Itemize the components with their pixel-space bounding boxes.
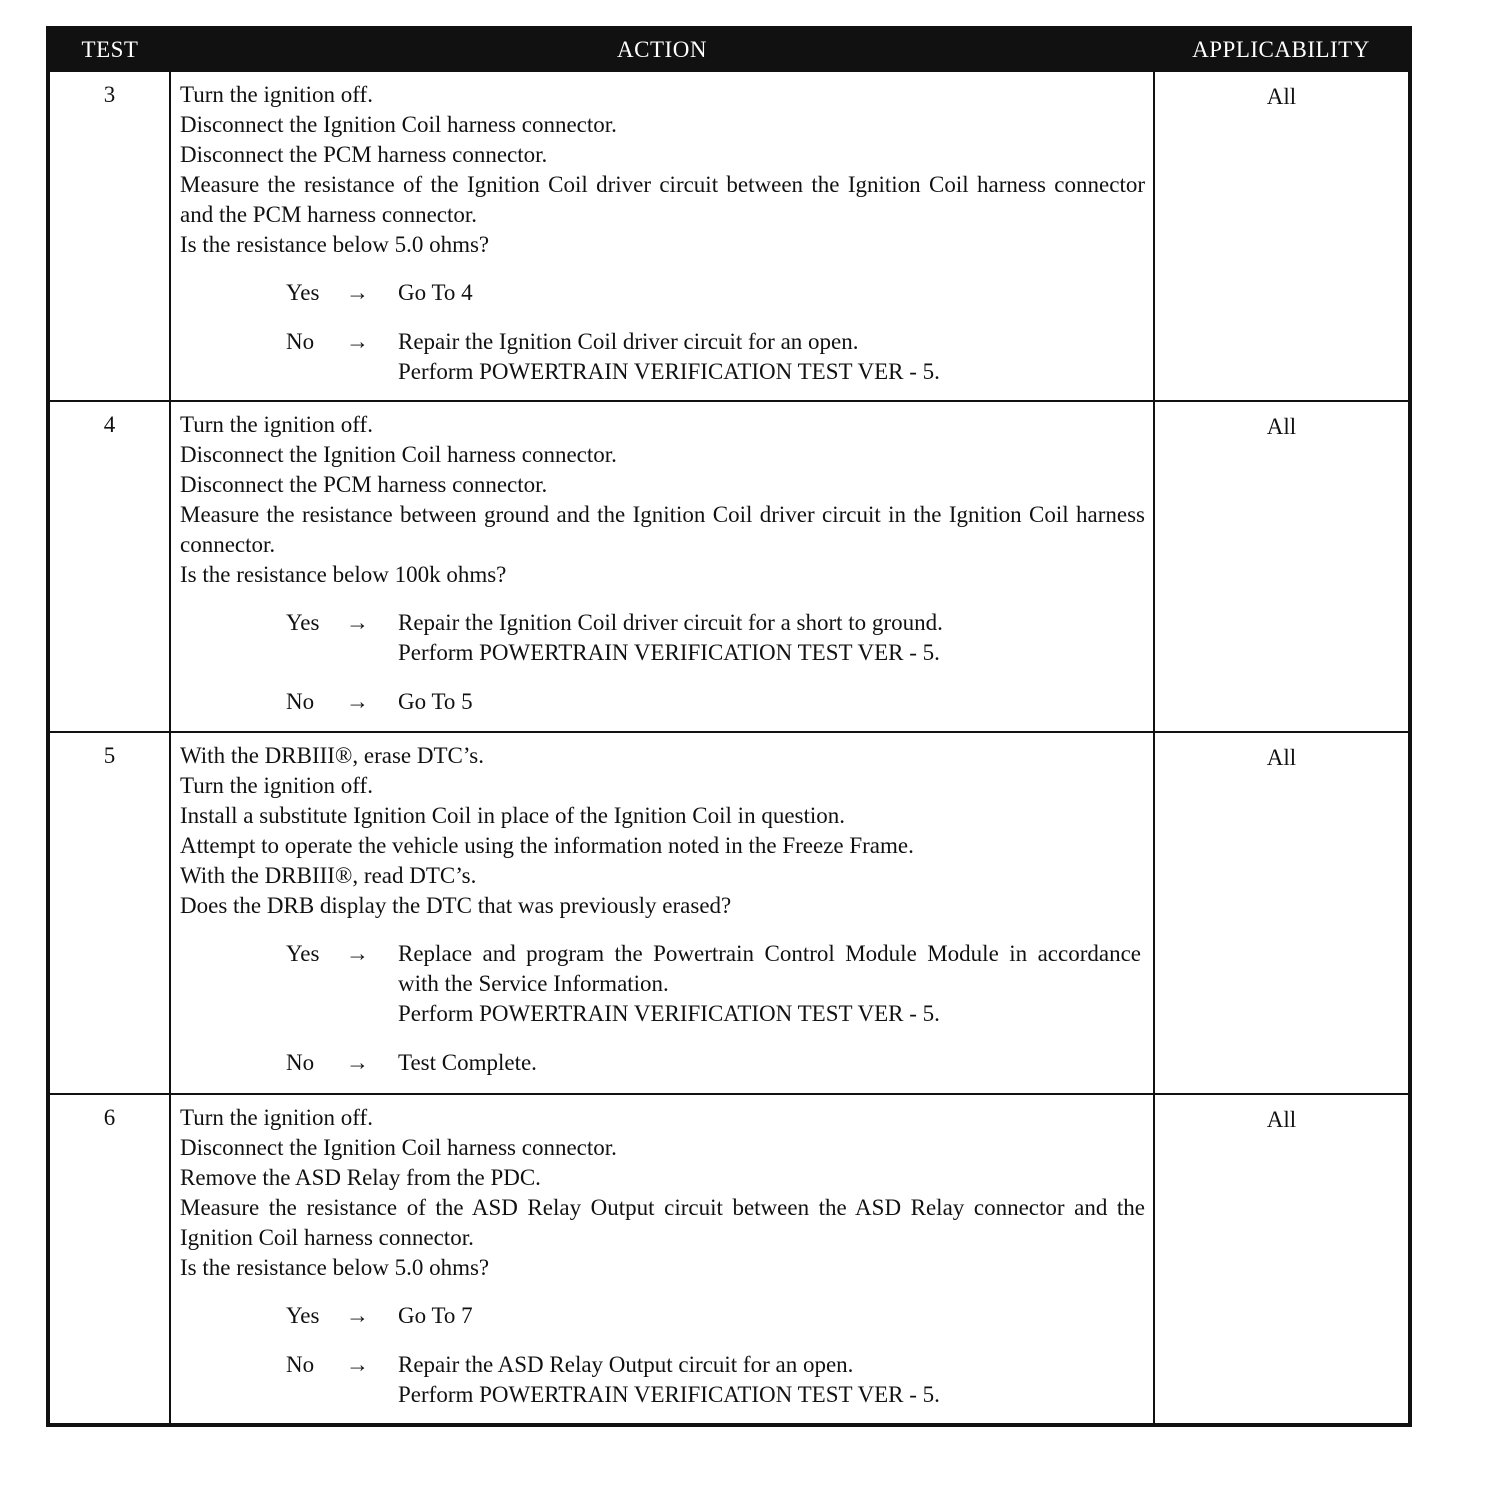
action-step: Disconnect the PCM harness connector.	[180, 472, 548, 497]
outcomes	[180, 939, 1145, 1078]
action-step: Install a substitute Ignition Coil in place of the Ignition Coil in question.	[180, 803, 846, 828]
table-header	[48, 28, 1410, 71]
right-arrow-icon: →	[346, 1050, 369, 1075]
test-number: 6	[48, 1094, 170, 1425]
yes-outcome	[286, 278, 1145, 308]
action-step: With the DRBIII®, erase DTC’s.	[180, 743, 484, 768]
right-arrow-icon: →	[346, 941, 369, 966]
result-line: Perform POWERTRAIN VERIFICATION TEST VER - 5.	[398, 640, 940, 665]
applicability-value: All	[1154, 71, 1410, 401]
action-question: Is the resistance below 5.0 ohms?	[180, 1255, 490, 1280]
table-row	[48, 71, 1410, 401]
no-outcome	[286, 687, 1145, 717]
no-label: No	[286, 689, 315, 714]
header-action: ACTION	[170, 28, 1154, 71]
applicability-value: All	[1154, 401, 1410, 732]
result-line: Test Complete.	[398, 1050, 537, 1075]
no-result	[398, 327, 1145, 387]
table-row	[48, 732, 1410, 1094]
yes-label: Yes	[286, 1303, 320, 1328]
action-step: Remove the ASD Relay from the PDC.	[180, 1165, 541, 1190]
action-question: Is the resistance below 5.0 ohms?	[180, 232, 490, 257]
right-arrow-icon: →	[346, 280, 369, 305]
action-question: Is the resistance below 100k ohms?	[180, 562, 507, 587]
result-line: Go To 4	[398, 280, 473, 305]
action-step: Attempt to operate the vehicle using the information noted in the Freeze Frame.	[180, 833, 914, 858]
yes-outcome	[286, 939, 1145, 1029]
no-outcome	[286, 1048, 1145, 1078]
result-line: Go To 5	[398, 689, 473, 714]
diagnostic-table-page	[46, 26, 1408, 1427]
test-number: 5	[48, 732, 170, 1094]
action-cell	[170, 401, 1154, 732]
action-step: Turn the ignition off.	[180, 773, 373, 798]
test-number: 3	[48, 71, 170, 401]
yes-result	[398, 939, 1145, 1029]
applicability-value: All	[1154, 732, 1410, 1094]
no-outcome	[286, 327, 1145, 387]
action-step: Disconnect the PCM harness connector.	[180, 142, 548, 167]
outcomes	[180, 608, 1145, 717]
result-line: Repair the Ignition Coil driver circuit for a short to ground.	[398, 610, 943, 635]
action-step: Measure the resistance between ground and the Ignition Coil driver circuit in the Ignition Coil harness connector.	[180, 502, 1145, 557]
action-step: Disconnect the Ignition Coil harness connector.	[180, 112, 617, 137]
outcomes	[180, 1301, 1145, 1410]
no-label: No	[286, 1352, 315, 1377]
outcomes	[180, 278, 1145, 387]
diagnostic-test-table	[46, 26, 1412, 1427]
yes-label: Yes	[286, 941, 320, 966]
right-arrow-icon: →	[346, 1352, 369, 1377]
result-line: Go To 7	[398, 1303, 473, 1328]
right-arrow-icon: →	[346, 610, 369, 635]
action-step: Disconnect the Ignition Coil harness connector.	[180, 1135, 617, 1160]
yes-result	[398, 278, 1145, 308]
action-step: With the DRBIII®, read DTC’s.	[180, 863, 477, 888]
action-step: Turn the ignition off.	[180, 412, 373, 437]
result-line: Perform POWERTRAIN VERIFICATION TEST VER - 5.	[398, 1382, 940, 1407]
action-step: Turn the ignition off.	[180, 82, 373, 107]
header-test: TEST	[48, 28, 170, 71]
applicability-value: All	[1154, 1094, 1410, 1425]
right-arrow-icon: →	[346, 689, 369, 714]
yes-result	[398, 1301, 1145, 1331]
yes-result	[398, 608, 1145, 668]
action-cell	[170, 732, 1154, 1094]
action-step: Measure the resistance of the Ignition Coil driver circuit between the Ignition Coil harness connector and the PCM harness connector.	[180, 172, 1145, 227]
action-cell	[170, 71, 1154, 401]
yes-label: Yes	[286, 280, 320, 305]
no-label: No	[286, 329, 315, 354]
table-body	[48, 71, 1410, 1425]
yes-outcome	[286, 608, 1145, 668]
action-step: Turn the ignition off.	[180, 1105, 373, 1130]
no-outcome	[286, 1350, 1145, 1410]
result-line: Repair the Ignition Coil driver circuit for an open.	[398, 329, 859, 354]
no-result	[398, 1350, 1145, 1410]
result-line: Perform POWERTRAIN VERIFICATION TEST VER - 5.	[398, 1001, 940, 1026]
result-line: Perform POWERTRAIN VERIFICATION TEST VER - 5.	[398, 359, 940, 384]
header-applicability: APPLICABILITY	[1154, 28, 1410, 71]
result-line: Repair the ASD Relay Output circuit for an open.	[398, 1352, 854, 1377]
action-step: Measure the resistance of the ASD Relay Output circuit between the ASD Relay connector and the Ignition Coil harness connector.	[180, 1195, 1145, 1250]
right-arrow-icon: →	[346, 329, 369, 354]
no-result	[398, 687, 1145, 717]
table-row	[48, 401, 1410, 732]
no-label: No	[286, 1050, 315, 1075]
yes-label: Yes	[286, 610, 320, 635]
result-line: Replace and program the Powertrain Control Module Module in accordance with the Service Information.	[398, 941, 1141, 996]
table-row	[48, 1094, 1410, 1425]
action-cell	[170, 1094, 1154, 1425]
yes-outcome	[286, 1301, 1145, 1331]
right-arrow-icon: →	[346, 1303, 369, 1328]
action-step: Disconnect the Ignition Coil harness connector.	[180, 442, 617, 467]
no-result	[398, 1048, 1145, 1078]
action-question: Does the DRB display the DTC that was previously erased?	[180, 893, 732, 918]
test-number: 4	[48, 401, 170, 732]
